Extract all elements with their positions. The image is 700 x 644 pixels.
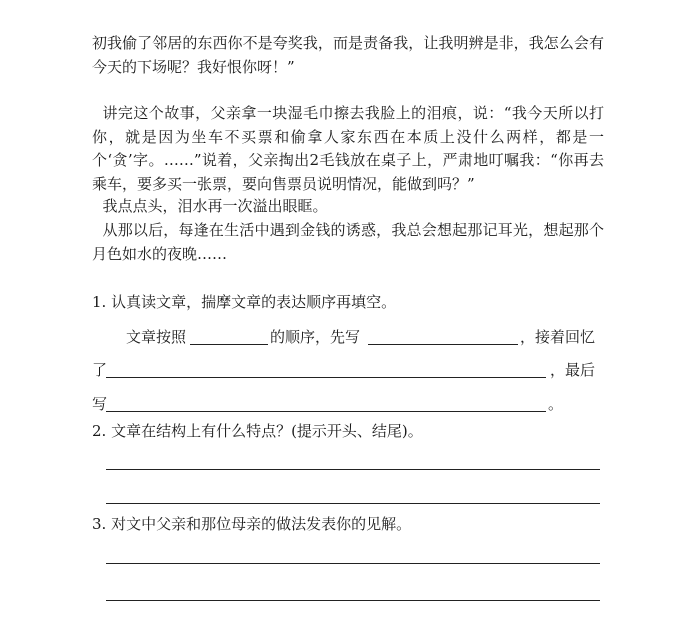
passage-paragraph-1: 初我偷了邻居的东西你不是夸奖我，而是责备我，让我明辨是非，我怎么会有今天的下场呢？我好恨你呀！” xyxy=(92,34,604,76)
q1-blank-first[interactable] xyxy=(368,344,518,345)
q1-text-order-label: 文章按照 xyxy=(126,328,187,346)
passage-paragraph-4: 从那以后，每逢在生活中遇到金钱的诱惑，我总会想起那记耳光，想起那个月色如水的夜晚…… xyxy=(92,221,604,263)
q1-text-then-label: ，接着回忆 xyxy=(520,328,596,346)
q1-text-recall-label: 了 xyxy=(92,361,108,379)
q1-text-first-label: 的顺序，先写 xyxy=(270,328,361,346)
q1-text-write-label: 写 xyxy=(92,395,108,413)
q1-text-finally-label: ，最后 xyxy=(550,361,596,379)
question-1-prompt: 1. 认真读文章，揣摩文章的表达顺序再填空。 xyxy=(92,293,397,311)
q1-blank-order[interactable] xyxy=(190,344,268,345)
passage-paragraph-3: 我点点头，泪水再一次溢出眼眶。 xyxy=(102,197,328,215)
q1-blank-recall[interactable] xyxy=(106,377,546,378)
question-3-prompt: 3. 对文中父亲和那位母亲的做法发表你的见解。 xyxy=(92,515,412,533)
q2-answer-line-2[interactable] xyxy=(106,503,600,504)
q2-answer-line-1[interactable] xyxy=(106,469,600,470)
question-2-prompt: 2. 文章在结构上有什么特点？(提示开头、结尾)。 xyxy=(92,422,423,440)
passage-paragraph-2: 讲完这个故事，父亲拿一块湿毛巾擦去我脸上的泪痕，说：“我今天所以打你，就是因为坐车不买票和偷拿人家东西在本质上没什么两样，都是一个‘贪’字。……”说着，父亲掏出2毛钱放在桌子上，严肃地叮嘱我：“你再去乘车，要多买一张票，要向售票员说明情况，能做到吗？” xyxy=(92,104,604,193)
q1-blank-finally[interactable] xyxy=(106,411,546,412)
q3-answer-line-2[interactable] xyxy=(106,600,600,601)
q3-answer-line-1[interactable] xyxy=(106,563,600,564)
q1-text-end-mark: 。 xyxy=(548,395,564,413)
